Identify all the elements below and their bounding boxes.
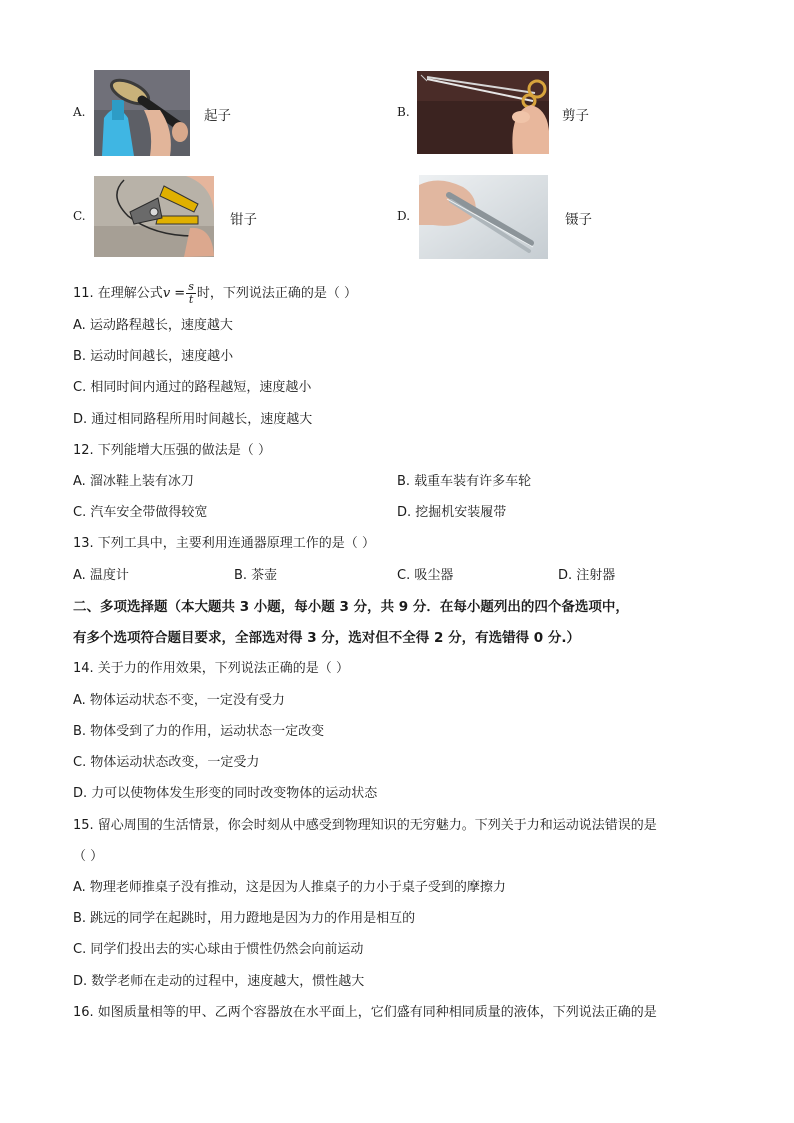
question-14-option-a: A. 物体运动状态不变，一定没有受力	[73, 693, 285, 708]
question-15-option-c: C. 同学们投出去的实心球由于惯性仍然会向前运动	[73, 942, 364, 957]
scissors-photo	[417, 71, 549, 154]
option-d-name: 镊子	[565, 212, 592, 228]
question-15-stem-line-2: （ ）	[73, 849, 104, 864]
question-12-option-a: A. 溜冰鞋上装有冰刀	[73, 474, 194, 489]
formula-equals: =	[170, 286, 186, 301]
question-11-stem	[73, 281, 357, 306]
tweezers-photo	[419, 175, 548, 259]
bottle-opener-photo	[94, 70, 190, 156]
question-14-option-c: C. 物体运动状态改变，一定受力	[73, 755, 260, 770]
option-a-name: 起子	[204, 108, 231, 124]
formula-fraction	[186, 281, 196, 306]
question-11-option-b: B. 运动时间越长，速度越小	[73, 349, 234, 364]
question-14-stem: 14. 关于力的作用效果，下列说法正确的是（ ）	[73, 661, 349, 676]
question-13-option-d: D. 注射器	[558, 568, 616, 583]
question-14-option-d: D. 力可以使物体发生形变的同时改变物体的运动状态	[73, 786, 378, 801]
section-2-heading-line-1: 二、多项选择题（本大题共 3 小题，每小题 3 分，共 9 分．在每小题列出的四个备选项中，	[73, 599, 629, 615]
formula-velocity-var: v	[162, 286, 171, 301]
option-c-name: 钳子	[230, 212, 257, 228]
question-13-stem: 13. 下列工具中，主要利用连通器原理工作的是（ ）	[73, 536, 375, 551]
question-15-stem-line-1: 15. 留心周围的生活情景，你会时刻从中感受到物理知识的无穷魅力。下列关于力和运动说法错误的是	[73, 818, 657, 833]
question-15-option-a: A. 物理老师推桌子没有推动，这是因为人推桌子的力小于桌子受到的摩擦力	[73, 880, 506, 895]
question-12-stem: 12. 下列能增大压强的做法是（ ）	[73, 443, 271, 458]
pliers-photo	[94, 176, 214, 257]
option-b-letter: B.	[397, 105, 410, 119]
question-16-stem: 16. 如图质量相等的甲、乙两个容器放在水平面上，它们盛有同种相同质量的液体，下列说法正确的是	[73, 1005, 657, 1020]
option-c-letter: C.	[73, 209, 86, 223]
question-11-option-a: A. 运动路程越长，速度越大	[73, 318, 233, 333]
question-14-option-b: B. 物体受到了力的作用，运动状态一定改变	[73, 724, 325, 739]
fraction-numerator: s	[188, 280, 194, 293]
fraction-denominator: t	[188, 293, 194, 306]
section-2-heading-line-2: 有多个选项符合题目要求，全部选对得 3 分，选对但不全得 2 分，有选错得 0 分.）	[73, 630, 581, 646]
question-13-option-c: C. 吸尘器	[397, 568, 454, 583]
question-11-prefix: 11. 在理解公式	[73, 286, 163, 301]
option-d-letter: D.	[397, 209, 411, 223]
question-15-option-b: B. 跳远的同学在起跳时，用力蹬地是因为力的作用是相互的	[73, 911, 416, 926]
question-12-option-b: B. 载重车装有许多车轮	[397, 474, 532, 489]
option-b-name: 剪子	[562, 108, 589, 124]
question-13-option-a: A. 温度计	[73, 568, 129, 583]
option-a-letter: A.	[73, 105, 86, 119]
question-13-option-b: B. 茶壶	[234, 568, 278, 583]
question-15-option-d: D. 数学老师在走动的过程中，速度越大，惯性越大	[73, 974, 365, 989]
question-11-option-c: C. 相同时间内通过的路程越短，速度越小	[73, 380, 312, 395]
question-12-option-c: C. 汽车安全带做得较宽	[73, 505, 208, 520]
question-11-option-d: D. 通过相同路程所用时间越长，速度越大	[73, 412, 313, 427]
question-11-suffix: 时，下列说法正确的是（ ）	[196, 286, 357, 301]
question-12-option-d: D. 挖掘机安装履带	[397, 505, 507, 520]
